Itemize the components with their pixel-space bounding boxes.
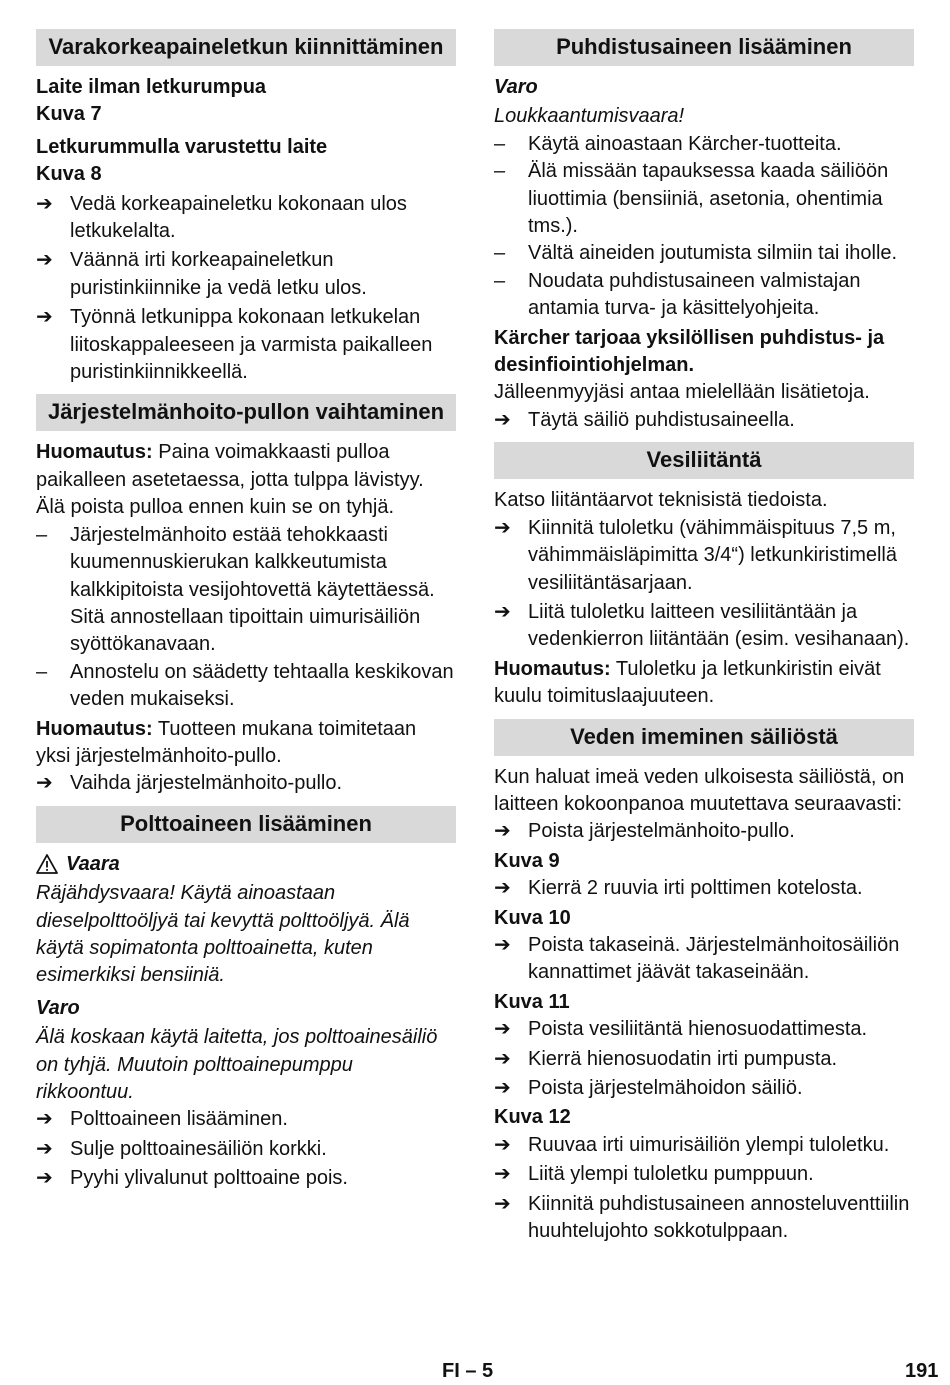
- dash-text: Käytä ainoastaan Kärcher-tuotteita.: [528, 132, 842, 155]
- bold-paragraph: Kärcher tarjoaa yksilöllisen puhdistus- ja desinfiointiohjelman.: [494, 326, 885, 377]
- arrow-icon: ➔: [36, 772, 53, 795]
- instruction-step: [36, 247, 456, 302]
- step-text: Kierrä 2 ruuvia irti polttimen kotelosta.: [528, 877, 863, 900]
- section-heading: Varakorkeapaineletkun kiinnittäminen: [36, 29, 456, 66]
- note-label: Huomautus:: [36, 441, 153, 464]
- step-text: Pyyhi ylivalunut polttoaine pois.: [70, 1167, 348, 1190]
- warning-triangle-icon: [36, 854, 58, 874]
- step-text: Sulje polttoainesäiliön korkki.: [70, 1137, 327, 1160]
- instruction-step: [36, 1106, 456, 1133]
- instruction-step: [36, 770, 456, 797]
- note: [36, 716, 456, 771]
- arrow-icon: ➔: [36, 249, 53, 272]
- caution-subtitle: Loukkaantumisvaara!: [494, 105, 685, 128]
- dash-item: [494, 158, 914, 240]
- figure-ref: Kuva 9: [494, 849, 560, 872]
- arrow-icon: ➔: [494, 516, 511, 539]
- dash-item: [494, 268, 914, 323]
- instruction-step: [494, 1161, 914, 1188]
- arrow-icon: ➔: [494, 877, 511, 900]
- instruction-step: [494, 407, 914, 434]
- dash-bullet: –: [494, 132, 506, 155]
- arrow-icon: ➔: [494, 408, 511, 431]
- arrow-icon: ➔: [36, 306, 53, 329]
- page-label: FI – 5: [442, 1360, 494, 1382]
- caution-text: Älä koskaan käytä laitetta, jos polttoainesäiliö on tyhjä. Muutoin polttoainepumppu rikkoontuu.: [36, 1026, 438, 1103]
- note: [36, 439, 456, 521]
- instruction-step: [494, 1191, 914, 1246]
- instruction-step: [36, 191, 456, 246]
- arrow-icon: ➔: [494, 1163, 511, 1186]
- instruction-step: [494, 932, 914, 987]
- step-text: Väännä irti korkeapaineletkun puristinkiinnike ja vedä letku ulos.: [70, 249, 367, 299]
- instruction-step: [494, 1016, 914, 1043]
- step-text: Vedä korkeapaineletku kokonaan ulos letkukelalta.: [70, 192, 407, 243]
- paragraph: Jälleenmyyjäsi antaa mielellään lisätietoja.: [494, 381, 870, 404]
- dash-item: [494, 240, 914, 267]
- dash-bullet: –: [494, 160, 506, 183]
- subheading: Laite ilman letkurumpua: [36, 76, 267, 98]
- arrow-icon: ➔: [494, 933, 511, 956]
- danger-label: Vaara: [66, 852, 120, 875]
- figure-ref: Kuva 11: [494, 990, 570, 1013]
- note-text: Tuloletku ja letkunkiristin eivät kuulu toimituslaajuuteen.: [494, 657, 881, 708]
- step-text: Ruuvaa irti uimurisäiliön ylempi tuloletku.: [528, 1133, 890, 1156]
- danger-text: Räjähdysvaara! Käytä ainoastaan dieselpolttoöljyä tai kevyttä polttoöljyä. Älä käytä sopimatonta polttoainetta, kuten esimerkiksi bensiiniä.: [36, 882, 410, 987]
- note: [494, 656, 914, 711]
- step-text: Vaihda järjestelmänhoito-pullo.: [70, 772, 343, 795]
- step-text: Liitä ylempi tuloletku pumppuun.: [528, 1163, 814, 1186]
- caution-label: Varo: [36, 996, 80, 1019]
- note-text: Tuotteen mukana toimitetaan yksi järjestelmänhoito-pullo.: [36, 717, 417, 767]
- instruction-step: [494, 1046, 914, 1073]
- step-text: Täytä säiliö puhdistusaineella.: [528, 408, 795, 431]
- dash-item: [36, 659, 456, 714]
- arrow-icon: ➔: [36, 1167, 53, 1190]
- arrow-icon: ➔: [494, 820, 511, 843]
- arrow-icon: ➔: [494, 1047, 511, 1070]
- step-text: Kierrä hienosuodatin irti pumpusta.: [528, 1047, 838, 1070]
- dash-item: [36, 522, 456, 659]
- figure-ref: Kuva 10: [494, 906, 571, 929]
- section-heading: Puhdistusaineen lisääminen: [494, 29, 914, 66]
- step-text: Työnnä letkunippa kokonaan letkukelan liitoskappaleeseen ja varmista paikalleen puristinkiinnikkeellä.: [70, 306, 433, 384]
- left-column: [36, 29, 456, 1193]
- dash-text: Järjestelmänhoito estää tehokkaasti kuumennuskierukan kalkkeutumista kalkkipitoista vesijohtovettä käytettäessä. Sitä annostellaan tipoittain uimurisäiliön syöttökanavaan.: [70, 523, 435, 656]
- dash-bullet: –: [494, 269, 506, 292]
- instruction-step: [36, 1136, 456, 1163]
- page-number: 191: [905, 1360, 939, 1382]
- arrow-icon: ➔: [36, 1137, 53, 1160]
- figure-ref: Kuva 12: [494, 1106, 571, 1129]
- figure-ref: Kuva 8: [36, 163, 102, 186]
- section-heading: Veden imeminen säiliöstä: [494, 719, 914, 756]
- dash-text: Vältä aineiden joutumista silmiin tai iholle.: [528, 242, 898, 265]
- arrow-icon: ➔: [494, 1133, 511, 1156]
- arrow-icon: ➔: [494, 600, 511, 623]
- subheading: Letkurummulla varustettu laite: [36, 135, 328, 158]
- note-label: Huomautus:: [36, 717, 153, 740]
- dash-bullet: –: [36, 523, 48, 546]
- step-text: Polttoaineen lisääminen.: [70, 1108, 288, 1131]
- section-heading: Vesiliitäntä: [494, 442, 914, 479]
- arrow-icon: ➔: [494, 1018, 511, 1041]
- dash-bullet: –: [494, 242, 506, 265]
- arrow-icon: ➔: [36, 192, 53, 215]
- instruction-step: [494, 515, 914, 597]
- step-text: Poista järjestelmänhoito-pullo.: [528, 820, 795, 843]
- step-text: Liitä tuloletku laitteen vesiliitäntään ja vedenkierron liitäntään (esim. vesihanaan).: [528, 600, 910, 651]
- instruction-step: [494, 599, 914, 654]
- instruction-step: [494, 1075, 914, 1102]
- instruction-step: [494, 875, 914, 902]
- dash-text: Noudata puhdistusaineen valmistajan antamia turva- ja käsittelyohjeita.: [528, 269, 861, 320]
- dash-text: Annostelu on säädetty tehtaalla keskikovan veden mukaiseksi.: [70, 660, 454, 711]
- step-text: Poista järjestelmähoidon säiliö.: [528, 1077, 803, 1099]
- dash-bullet: –: [36, 660, 48, 683]
- note-label: Huomautus:: [494, 657, 611, 680]
- instruction-step: [36, 304, 456, 386]
- right-column: [494, 29, 914, 1245]
- step-text: Kiinnitä puhdistusaineen annosteluventtiilin huuhtelujohto sokkotulppaan.: [528, 1192, 910, 1243]
- section-heading: Järjestelmänhoito-pullon vaihtaminen: [36, 394, 456, 431]
- danger-title: [36, 851, 456, 878]
- step-text: Kiinnitä tuloletku (vähimmäispituus 7,5 m, vähimmäisläpimitta 3/4“) letkunkiristimellä vesiliitäntäsarjaan.: [528, 516, 897, 594]
- step-text: Poista takaseinä. Järjestelmänhoitosäiliön kannattimet jäävät takaseinään.: [528, 933, 900, 984]
- caution-label: Varo: [494, 76, 538, 98]
- instruction-step: [494, 818, 914, 845]
- paragraph: Kun haluat imeä veden ulkoisesta säiliöstä, on laitteen kokoonpanoa muutettava seuraavasti:: [494, 765, 905, 815]
- arrow-icon: ➔: [36, 1108, 53, 1131]
- dash-text: Älä missään tapauksessa kaada säiliöön liuottimia (bensiiniä, asetonia, ohentimia tms.).: [528, 160, 889, 238]
- note-text: Paina voimakkaasti pulloa paikalleen asetetaessa, jotta tulppa lävistyy. Älä poista pulloa ennen kuin se on tyhjä.: [36, 441, 424, 519]
- instruction-step: [494, 1132, 914, 1159]
- dash-item: [494, 131, 914, 158]
- section-heading: Polttoaineen lisääminen: [36, 806, 456, 843]
- step-text: Poista vesiliitäntä hienosuodattimesta.: [528, 1018, 868, 1041]
- instruction-step: [36, 1165, 456, 1192]
- paragraph: Katso liitäntäarvot teknisistä tiedoista.: [494, 489, 828, 512]
- arrow-icon: ➔: [494, 1077, 511, 1099]
- figure-ref: Kuva 7: [36, 103, 102, 126]
- arrow-icon: ➔: [494, 1192, 511, 1215]
